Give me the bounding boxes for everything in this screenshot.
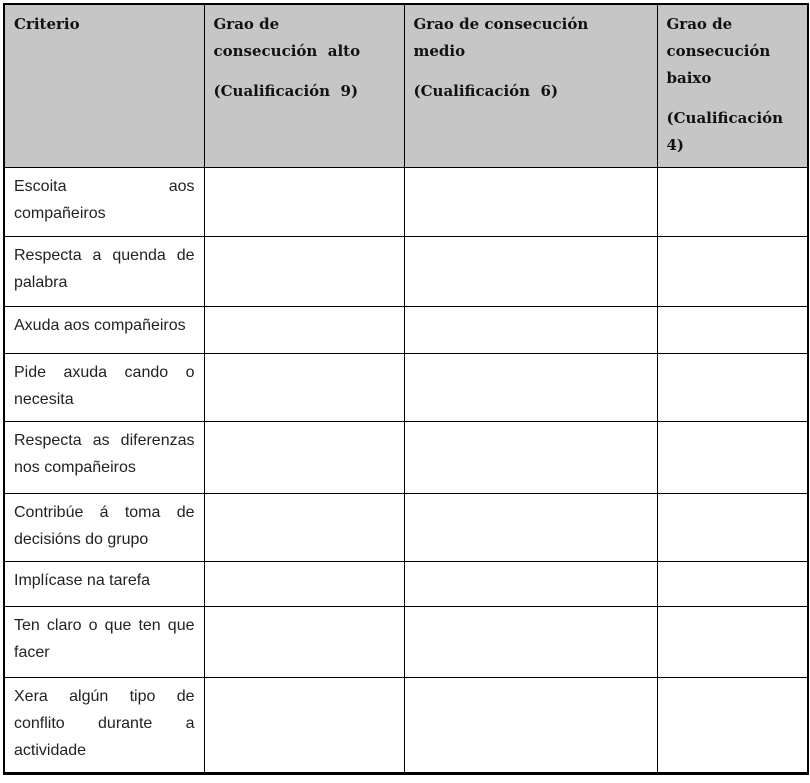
score-cell-medio: [404, 677, 657, 773]
criterio-line: Respecta as diferenzas: [14, 431, 195, 449]
header-line: 4): [666, 136, 685, 154]
table-row: [4, 493, 808, 561]
table-row: [4, 306, 808, 353]
criterio-line: conflito durante a: [14, 714, 195, 732]
table-row: [4, 561, 808, 606]
criterio-line: Axuda aos compañeiros: [14, 316, 186, 334]
score-cell-baixo: [657, 493, 808, 561]
criterio-cell: [4, 421, 204, 493]
score-cell-baixo: [657, 236, 808, 306]
score-cell-baixo: [657, 306, 808, 353]
header-line: Criterio: [14, 15, 80, 33]
score-cell-alto: [204, 353, 404, 421]
header-line: (Cualificación 9): [213, 82, 359, 100]
header-line: Grao de consecución: [413, 15, 589, 33]
criterio-cell: [4, 561, 204, 606]
criterio-line: Contribúe á toma de: [14, 503, 195, 521]
header-cell-baixo: [657, 4, 808, 167]
table-body: [4, 167, 808, 773]
criterio-line: Implícase na tarefa: [14, 571, 151, 589]
criterio-line: Escoita aos: [14, 177, 195, 195]
criterio-line: Ten claro o que ten que: [14, 616, 195, 634]
criterio-line: nos compañeiros: [14, 458, 136, 476]
criterio-line: necesita: [14, 390, 74, 408]
score-cell-alto: [204, 493, 404, 561]
header-line: consecución alto: [213, 42, 361, 60]
header-paragraph: [14, 11, 195, 38]
score-cell-medio: [404, 493, 657, 561]
score-cell-medio: [404, 306, 657, 353]
header-paragraph: [414, 78, 648, 105]
table-row: [4, 421, 808, 493]
rubric-table: [3, 3, 809, 775]
header-paragraph: [214, 11, 395, 65]
score-cell-medio: [404, 561, 657, 606]
score-cell-baixo: [657, 677, 808, 773]
header-paragraph: [667, 11, 799, 92]
criterio-cell: [4, 493, 204, 561]
criterio-line: palabra: [14, 273, 68, 291]
score-cell-baixo: [657, 421, 808, 493]
score-cell-alto: [204, 561, 404, 606]
score-cell-medio: [404, 353, 657, 421]
header-line: Grao de: [666, 15, 733, 33]
score-cell-baixo: [657, 353, 808, 421]
score-cell-alto: [204, 167, 404, 236]
header-cell-medio: [404, 4, 657, 167]
criterio-line: Respecta a quenda de: [14, 246, 195, 264]
score-cell-medio: [404, 606, 657, 677]
table-row: [4, 353, 808, 421]
score-cell-alto: [204, 421, 404, 493]
table-header: [4, 4, 808, 167]
header-paragraph: [414, 11, 648, 65]
header-line: medio: [413, 42, 466, 60]
score-cell-alto: [204, 677, 404, 773]
score-cell-medio: [404, 236, 657, 306]
criterio-cell: [4, 167, 204, 236]
criterio-line: Pide axuda cando o: [14, 363, 195, 381]
header-paragraph: [667, 105, 799, 159]
header-line: (Cualificación 6): [413, 82, 559, 100]
header-cell-criterio: [4, 4, 204, 167]
header-paragraph: [214, 78, 395, 105]
criterio-line: actividade: [14, 741, 87, 759]
header-line: baixo: [666, 69, 712, 87]
score-cell-medio: [404, 167, 657, 236]
table-row: [4, 606, 808, 677]
criterio-line: Xera algún tipo de: [14, 687, 195, 705]
score-cell-baixo: [657, 167, 808, 236]
score-cell-alto: [204, 606, 404, 677]
score-cell-alto: [204, 306, 404, 353]
table-row: [4, 167, 808, 236]
criterio-cell: [4, 606, 204, 677]
criterio-line: compañeiros: [14, 204, 106, 222]
header-line: (Cualificación: [666, 109, 784, 127]
criterio-cell: [4, 677, 204, 773]
table-row: [4, 236, 808, 306]
criterio-cell: [4, 236, 204, 306]
score-cell-alto: [204, 236, 404, 306]
header-line: Grao de: [213, 15, 280, 33]
header-line: consecución: [666, 42, 771, 60]
criterio-line: facer: [14, 643, 50, 661]
score-cell-medio: [404, 421, 657, 493]
score-cell-baixo: [657, 606, 808, 677]
table-row: [4, 677, 808, 773]
header-cell-alto: [204, 4, 404, 167]
score-cell-baixo: [657, 561, 808, 606]
criterio-cell: [4, 306, 204, 353]
criterio-cell: [4, 353, 204, 421]
criterio-line: decisións do grupo: [14, 530, 149, 548]
header-row: [4, 4, 808, 167]
